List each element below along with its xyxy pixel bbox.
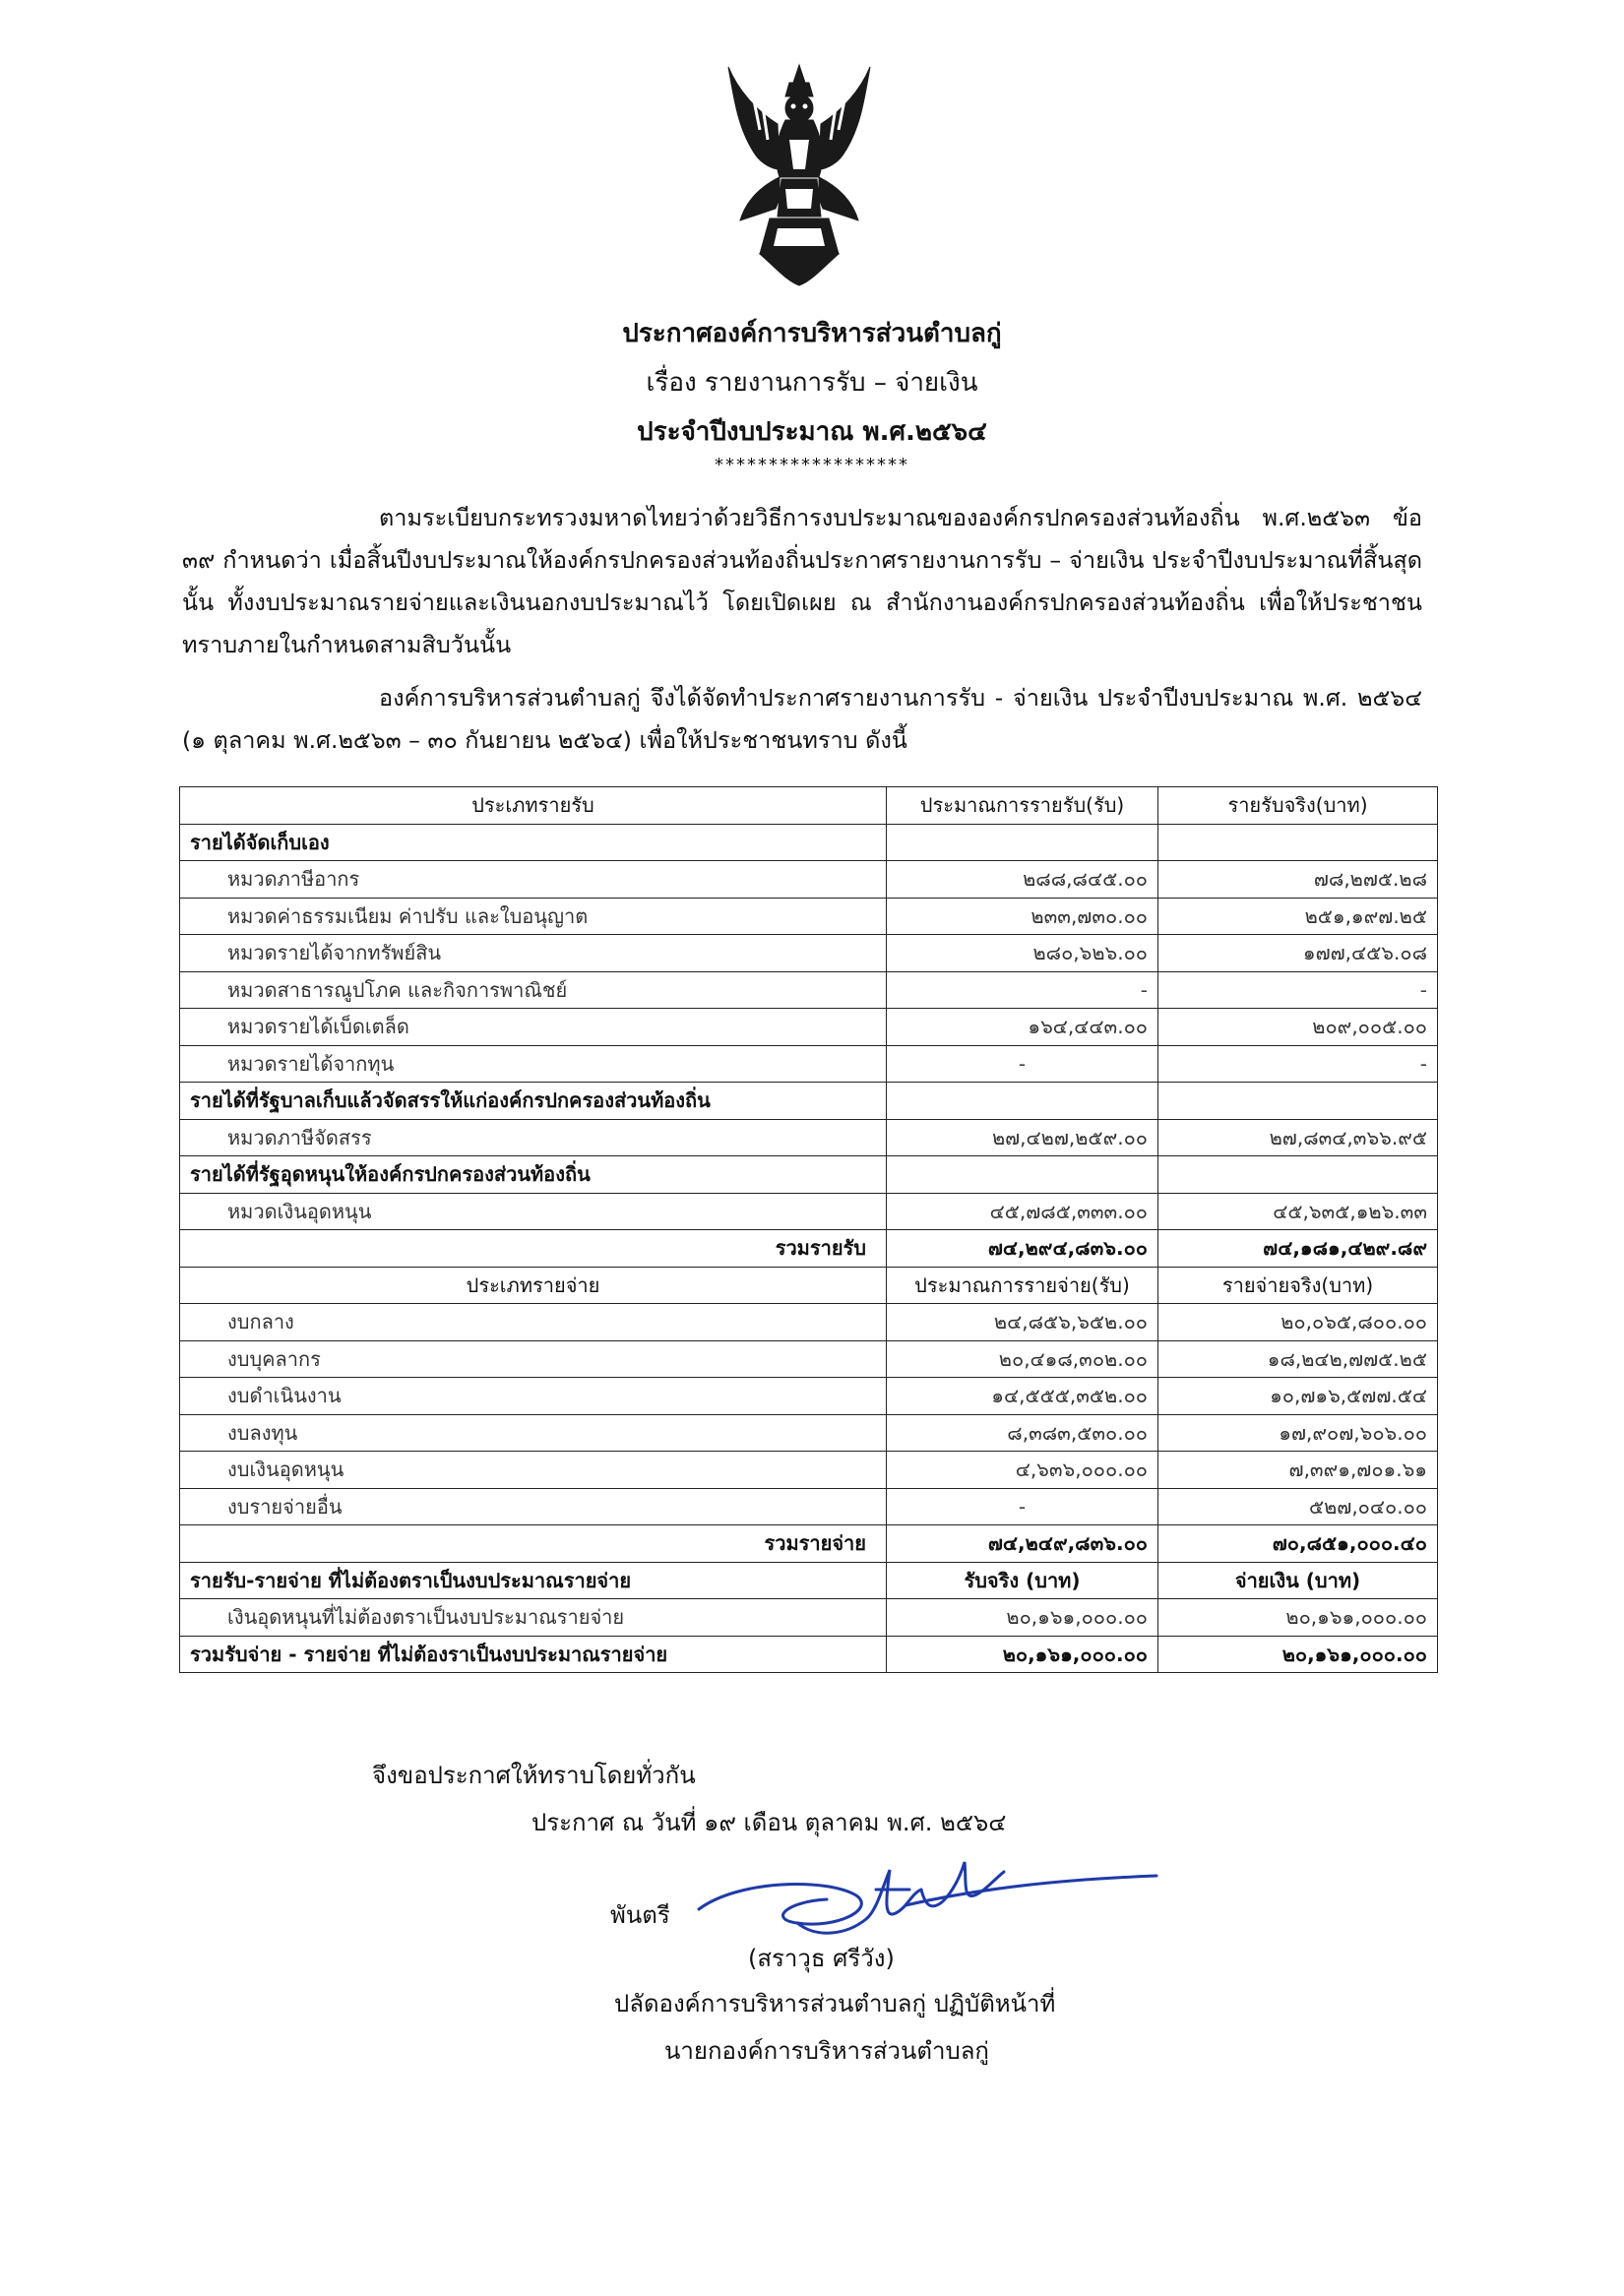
expense-row-estimate: ๒๔,๘๕๖,๖๕๒.๐๐ — [887, 1304, 1158, 1341]
income-row-label: หมวดภาษีอากร — [180, 861, 887, 899]
income-row-label: หมวดรายได้จากทุน — [180, 1045, 887, 1083]
report-text: องค์การบริหารส่วนตำบลกู่ จึงได้จัดทำประกาศรายงานการรับ - จ่ายเงิน ประจำปีงบประมาณ พ.ศ. ๒๕๖๔ (๑ ตุลาคม พ.ศ.๒๕๖๓ – ๓๐ กันยายน ๒๕๖๔) เพื่อให้ประชาชนทราบ ดังนี้ — [182, 684, 1422, 754]
nonbudget-row-received: ๒๐,๑๖๑,๐๐๐.๐๐ — [887, 1599, 1158, 1637]
expense-total-estimate: ๗๔,๒๔๙,๘๓๖.๐๐ — [887, 1525, 1158, 1563]
nonbudget-total-paid: ๒๐,๑๖๑,๐๐๐.๐๐ — [1158, 1636, 1438, 1673]
garuda-emblem-icon — [717, 61, 882, 287]
income-total-estimate: ๗๔,๒๙๔,๘๓๖.๐๐ — [887, 1230, 1158, 1268]
announcement-date: ประกาศ ณ วันที่ ๑๙ เดือน ตุลาคม พ.ศ. ๒๕๖๔ — [531, 1809, 1007, 1836]
income-row-actual: ๑๗๗,๔๕๖.๐๘ — [1158, 935, 1438, 972]
table-row — [180, 971, 1438, 1009]
intro-text: ตามระเบียบกระทรวงมหาดไทยว่าด้วยวิธีการงบประมาณขององค์กรปกครองส่วนท้องถิ่น พ.ศ.๒๕๖๓ ข้อ ๓๙ กำหนดว่า เมื่อสิ้นปีงบประมาณให้องค์กรปกครองส่วนท้องถิ่นประกาศรายงานการรับ – จ่ายเงิน ประจำปีงบประมาณที่สิ้นสุดนั้น ทั้งงบประมาณรายจ่ายและเงินนอกงบประมาณไว้ โดยเปิดเผย ณ สำนักงานองค์กรปกครองส่วนท้องถิ่น เพื่อให้ประชาชนทราบภายในกำหนดสามสิบวันนั้น — [182, 504, 1422, 658]
expense-total-actual: ๗๐,๘๕๑,๐๐๐.๔๐ — [1158, 1525, 1438, 1563]
income-row-actual: - — [1158, 1045, 1438, 1083]
income-row-estimate: ๒๘๘,๘๔๕.๐๐ — [887, 861, 1158, 899]
income-row-estimate: ๑๖๔,๔๔๓.๐๐ — [887, 1009, 1158, 1046]
expense-total-row — [180, 1525, 1438, 1563]
income-row-label: หมวดค่าธรรมเนียม ค่าปรับ และใบอนุญาต — [180, 898, 887, 935]
income-row-actual: ๔๕,๖๓๕,๑๒๖.๓๓ — [1158, 1193, 1438, 1230]
expense-row-actual: ๑๗,๙๐๗,๖๐๖.๐๐ — [1158, 1414, 1438, 1452]
expense-row-label: งบลงทุน — [180, 1414, 887, 1452]
expense-row-actual: ๒๐,๐๖๕,๘๐๐.๐๐ — [1158, 1304, 1438, 1341]
table-row — [180, 1378, 1438, 1415]
nonbudget-total-received: ๒๐,๑๖๑,๐๐๐.๐๐ — [887, 1636, 1158, 1673]
nonbudget-total-label: รวมรับจ่าย - รายจ่าย ที่ไม่ต้องราเป็นงบประมาณรายจ่าย — [180, 1636, 887, 1673]
income-estimate-header: ประมาณการรายรับ(รับ) — [887, 787, 1158, 825]
expense-row-label: งบรายจ่ายอื่น — [180, 1488, 887, 1525]
income-header-row — [180, 787, 1438, 825]
nonbudget-received-header: รับจริง (บาท) — [887, 1562, 1158, 1599]
expense-actual-header: รายจ่ายจริง(บาท) — [1158, 1267, 1438, 1304]
income-row-label: หมวดเงินอุดหนุน — [180, 1193, 887, 1230]
expense-row-actual: ๑๘,๒๔๒,๗๗๕.๒๕ — [1158, 1340, 1438, 1378]
table-row — [180, 1045, 1438, 1083]
income-row-estimate: - — [887, 971, 1158, 1009]
table-row — [180, 1304, 1438, 1341]
income-group-subsidy: รายได้ที่รัฐอุดหนุนให้องค์กรปกครองส่วนท้องถิ่น — [180, 1156, 887, 1194]
income-group-row — [180, 824, 1438, 861]
expense-row-label: งบบุคลากร — [180, 1340, 887, 1378]
table-row — [180, 1119, 1438, 1156]
income-row-actual: - — [1158, 971, 1438, 1009]
expense-total-label: รวมรายจ่าย — [180, 1525, 887, 1563]
income-row-estimate: - — [887, 1045, 1158, 1083]
intro-paragraph — [182, 497, 1422, 666]
signer-position: ปลัดองค์การบริหารส่วนตำบลกู่ ปฏิบัติหน้าที่ — [614, 1990, 1056, 2017]
closing-notice: จึงขอประกาศให้ทราบโดยทั่วกัน — [372, 1762, 696, 1789]
table-row — [180, 898, 1438, 935]
income-group-row — [180, 1156, 1438, 1194]
nonbudget-row-label: เงินอุดหนุนที่ไม่ต้องตราเป็นงบประมาณรายจ่าย — [180, 1599, 887, 1637]
income-row-estimate: ๒๘๐,๖๒๖.๐๐ — [887, 935, 1158, 972]
table-row — [180, 1452, 1438, 1489]
table-row — [180, 1340, 1438, 1378]
signer-name: (สราวุธ ศรีวัง) — [748, 1945, 895, 1972]
expense-row-estimate: ๔,๖๓๖,๐๐๐.๐๐ — [887, 1452, 1158, 1489]
income-expense-table — [179, 786, 1438, 1673]
income-group-row — [180, 1083, 1438, 1120]
expense-row-label: งบกลาง — [180, 1304, 887, 1341]
income-row-estimate: ๔๕,๗๘๕,๓๓๓.๐๐ — [887, 1193, 1158, 1230]
nonbudget-header-row — [180, 1562, 1438, 1599]
table-row — [180, 1414, 1438, 1452]
nonbudget-paid-header: จ่ายเงิน (บาท) — [1158, 1562, 1438, 1599]
report-paragraph — [182, 677, 1422, 762]
table-row — [180, 935, 1438, 972]
income-row-actual: ๒๗,๘๓๔,๓๖๖.๙๕ — [1158, 1119, 1438, 1156]
expense-row-actual: ๗,๓๙๑,๗๐๑.๖๑ — [1158, 1452, 1438, 1489]
expense-estimate-header: ประมาณการรายจ่าย(รับ) — [887, 1267, 1158, 1304]
signer-rank: พันตรี — [610, 1901, 670, 1929]
expense-row-actual: ๕๒๗,๐๔๐.๐๐ — [1158, 1488, 1438, 1525]
expense-row-actual: ๑๐,๗๑๖,๕๗๗.๕๔ — [1158, 1378, 1438, 1415]
nonbudget-row-paid: ๒๐,๑๖๑,๐๐๐.๐๐ — [1158, 1599, 1438, 1637]
fiscal-year-heading: ประจำปีงบประมาณ พ.ศ.๒๕๖๔ — [637, 417, 987, 447]
income-row-label: หมวดภาษีจัดสรร — [180, 1119, 887, 1156]
income-actual-header: รายรับจริง(บาท) — [1158, 787, 1438, 825]
signer-acting-position: นายกองค์การบริหารส่วนตำบลกู่ — [664, 2037, 989, 2065]
announcement-subject: เรื่อง รายงานการรับ – จ่ายเงิน — [646, 368, 978, 398]
income-total-actual: ๗๔,๑๘๑,๔๒๙.๘๙ — [1158, 1230, 1438, 1268]
table-row — [180, 1599, 1438, 1637]
expense-row-estimate: ๘,๓๘๓,๕๓๐.๐๐ — [887, 1414, 1158, 1452]
expense-row-estimate: - — [887, 1488, 1158, 1525]
expense-header-row — [180, 1267, 1438, 1304]
nonbudget-total-row — [180, 1636, 1438, 1673]
announcement-title: ประกาศองค์การบริหารส่วนตำบลกู่ — [622, 319, 1002, 348]
table-row — [180, 1193, 1438, 1230]
nonbudget-header-label: รายรับ-รายจ่าย ที่ไม่ต้องตราเป็นงบประมาณรายจ่าย — [180, 1562, 887, 1599]
income-total-label: รวมรายรับ — [180, 1230, 887, 1268]
income-row-actual: ๒๕๑,๑๙๗.๒๕ — [1158, 898, 1438, 935]
income-group-allocated: รายได้ที่รัฐบาลเก็บแล้วจัดสรรให้แก่องค์กรปกครองส่วนท้องถิ่น — [180, 1083, 887, 1120]
income-row-actual: ๗๘,๒๗๕.๒๘ — [1158, 861, 1438, 899]
income-row-label: หมวดรายได้จากทรัพย์สิน — [180, 935, 887, 972]
table-row — [180, 861, 1438, 899]
income-group-own: รายได้จัดเก็บเอง — [180, 824, 887, 861]
income-row-label: หมวดสาธารณูปโภค และกิจการพาณิชย์ — [180, 971, 887, 1009]
expense-row-estimate: ๒๐,๔๑๘,๓๐๒.๐๐ — [887, 1340, 1158, 1378]
table-row — [180, 1009, 1438, 1046]
income-row-estimate: ๒๓๓,๗๓๐.๐๐ — [887, 898, 1158, 935]
table-row — [180, 1488, 1438, 1525]
expense-type-header: ประเภทรายจ่าย — [180, 1267, 887, 1304]
expense-row-label: งบเงินอุดหนุน — [180, 1452, 887, 1489]
income-row-actual: ๒๐๙,๐๐๕.๐๐ — [1158, 1009, 1438, 1046]
income-total-row — [180, 1230, 1438, 1268]
asterisk-divider: ****************** — [715, 455, 909, 475]
expense-row-label: งบดำเนินงาน — [180, 1378, 887, 1415]
income-type-header: ประเภทรายรับ — [180, 787, 887, 825]
expense-row-estimate: ๑๔,๕๕๕,๓๕๒.๐๐ — [887, 1378, 1158, 1415]
income-row-label: หมวดรายได้เบ็ดเตล็ด — [180, 1009, 887, 1046]
income-row-estimate: ๒๗,๔๒๗,๒๕๙.๐๐ — [887, 1119, 1158, 1156]
